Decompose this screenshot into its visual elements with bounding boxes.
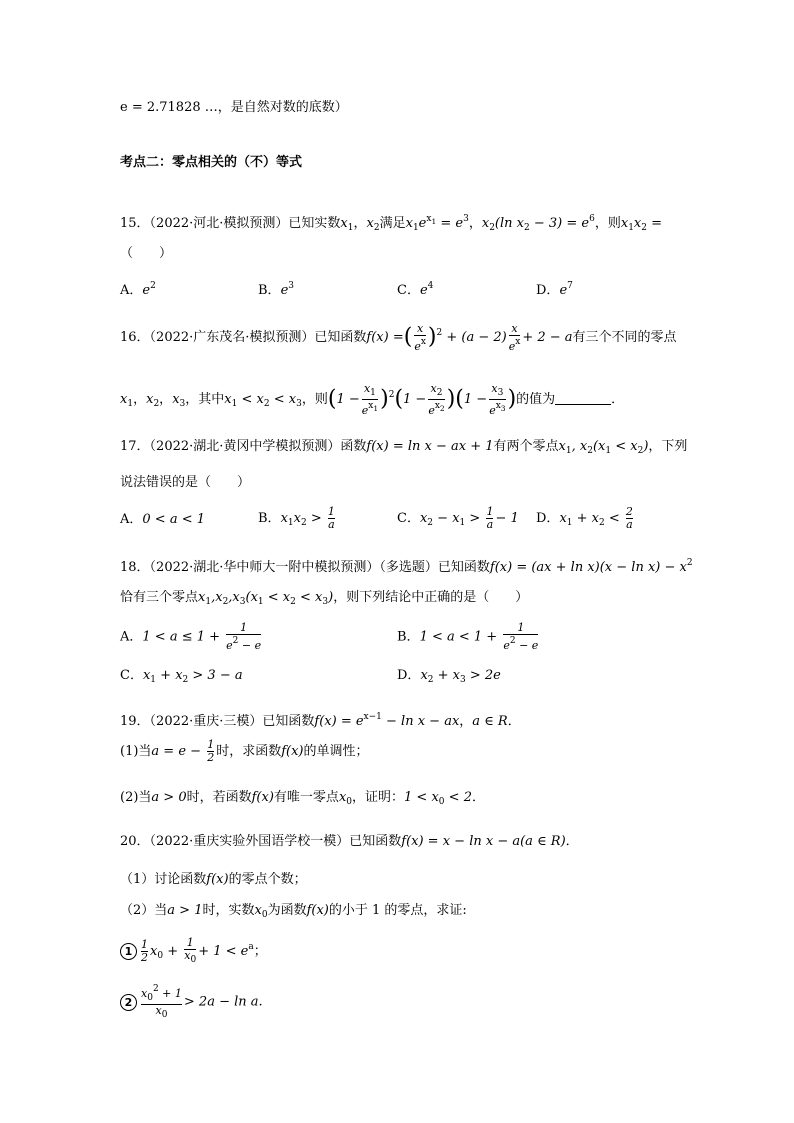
q18-stem: 18．（2022·湖北·华中师大一附中模拟预测）（多选题）已知函数$f(x) = (ax + \ln x)(x - \ln x) - x^2$	[120, 558, 693, 575]
q19-part1: (1)当a = e − $\frac{1}{2}$ 时，求函数f(x)的单调性；	[120, 738, 369, 764]
section-title: 考点二：零点相关的（不）等式	[120, 155, 303, 170]
q15-option-c[interactable]: C．$e^4$	[397, 281, 434, 298]
q15-option-b[interactable]: B．$e^3$	[258, 281, 294, 298]
q20-stem: 20．（2022·重庆实验外国语学校一模）已知函数f(x) = x − ln x − a(a ∈ R)．	[120, 834, 579, 849]
circled-number-2: 2	[120, 994, 137, 1011]
q17-stem: 17．（2022·湖北·黄冈中学模拟预测）函数f(x) = ln x − ax + 1有两个零点$x_1$, $x_2(x_1 < x_2)$，下列	[120, 439, 688, 456]
q20-part1: （1）讨论函数f(x)的零点个数；	[120, 872, 307, 887]
q15-option-d[interactable]: D．$e^7$	[536, 281, 573, 298]
q18-option-c[interactable]: C．$x_1 + x_2 > 3 - a$	[120, 668, 243, 685]
q17-option-b[interactable]: B．$x_1x_2$ > $\frac{1}{a}$	[258, 505, 335, 531]
q18-option-d[interactable]: D．$x_2 + x_3 > 2e$	[397, 668, 501, 685]
q19-stem: 19．（2022·重庆·三模）已知函数$f(x) = e^{x-1} - \ln x$ − ax，a ∈ R．	[120, 712, 521, 729]
q18-option-b[interactable]: B．1 < a < 1 + $\frac{1}{e^2 - e}$	[397, 621, 539, 652]
q18-option-a[interactable]: A．1 < a ≤ 1 + $\frac{1}{e^2 - e}$	[120, 621, 262, 652]
q15-bracket: （ ）	[120, 246, 173, 261]
q17-stem-line2: 说法错误的是（ ）	[120, 475, 251, 490]
q16-stem: 16．（2022·广东茂名·模拟预测）已知函数f(x) =( $\frac{x}{e^x}$ )$^2$ + (a − 2) $\frac{x}{e^x}$ + 2 − a有三个不同的零点	[120, 321, 677, 353]
circled-number-1: 1	[120, 943, 137, 960]
q17-option-d[interactable]: D．$x_1 + x_2$ < $\frac{2}{a}$	[536, 505, 633, 531]
q15-stem: 15．（2022·河北·模拟预测）已知实数$x_1$，$x_2$满足$x_1e^{x_1} = e^3$，$x_2(\ln$ $x_2 - 3) = e^6$，则$x_1x_2$ =	[120, 214, 663, 233]
q16-answer-blank[interactable]	[555, 404, 611, 405]
intro-tail: e = 2.71828 …，是自然对数的底数）	[120, 100, 348, 115]
q19-part2: (2)当a > 0时，若函数f(x)有唯一零点$x_0$，证明：$1 < x_0 < 2$．	[120, 790, 485, 807]
q18-stem-line2: 恰有三个零点$x_1,x_2,x_3(x_1 < x_2 < x_3)$，则下列结论中正确的是（ ）	[120, 590, 529, 607]
q17-option-a[interactable]: A．0 < a < 1	[120, 512, 205, 527]
q20-claim-2: 2 $\frac{x_0^2 + 1}{x_0}$ > 2a − ln a.	[120, 983, 263, 1021]
q20-part2: （2）当a > 1时，实数$x_0$为函数f(x)的小于 1 的零点，求证:	[120, 903, 467, 920]
q15-option-a[interactable]: A．$e^2$	[120, 281, 156, 298]
q20-claim-1: 1 $\frac{1}{2}$ $x_0$ + $\frac{1}{x_0}$ + $1 < e^a$；	[120, 932, 267, 971]
q16-stem-line2: $x_1$，$x_2$，$x_3$，其中$x_1 < x_2 < x_3$，则(1 − $\frac{x_1}{e^{x_1}}$ )$^2$(1 − $\frac{x_2}{e^{x_2}}$ )(1 − $\frac{x_3}{e^{x_3}}$ )的值为 ．	[120, 381, 625, 417]
q17-option-c[interactable]: C．$x_2 - x_1$ > $\frac{1}{a}$ − 1	[397, 505, 519, 531]
